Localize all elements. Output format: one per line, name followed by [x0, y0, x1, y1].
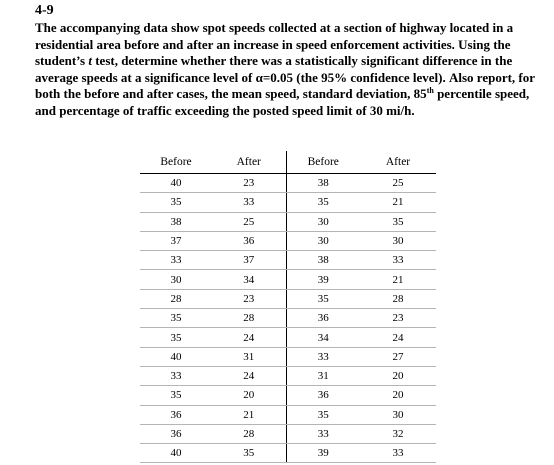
table-row [140, 212, 436, 231]
table-row [140, 347, 436, 366]
table-row [140, 366, 436, 385]
table-cell: 35 [212, 444, 286, 463]
table-cell: 36 [140, 424, 212, 443]
table-cell: 35 [140, 328, 212, 347]
table-cell: 35 [140, 386, 212, 405]
table-cell: 39 [286, 270, 360, 289]
t-letter: t [88, 53, 92, 68]
table-row [140, 424, 436, 443]
table-cell: 21 [360, 270, 436, 289]
table-cell: 36 [140, 405, 212, 424]
table-cell: 33 [360, 251, 436, 270]
table-row [140, 444, 436, 463]
table-cell: 27 [360, 347, 436, 366]
table-cell: 28 [360, 289, 436, 308]
table-cell: 40 [140, 444, 212, 463]
table-cell: 34 [212, 270, 286, 289]
table-cell: 20 [360, 386, 436, 405]
problem-text-part2: test, determine whether there was a statistically significant difference in the average speeds at a significance level of α=0.05 (the 95% confidence level). Also report, for both the before and after cases, the mean speed, standard deviation, 85 [35, 53, 535, 101]
table-cell: 36 [286, 309, 360, 328]
table-cell: 24 [212, 328, 286, 347]
table-cell: 34 [286, 328, 360, 347]
table-row [140, 251, 436, 270]
table-row [140, 231, 436, 250]
table-row [140, 405, 436, 424]
table-cell: 38 [140, 212, 212, 231]
table-cell: 20 [360, 366, 436, 385]
table-cell: 33 [286, 347, 360, 366]
table-body [140, 174, 436, 463]
table-cell: 33 [360, 444, 436, 463]
table-cell: 24 [212, 366, 286, 385]
table-cell: 30 [140, 270, 212, 289]
table-header-row [140, 151, 436, 174]
table-cell: 35 [286, 193, 360, 212]
table-cell: 35 [360, 212, 436, 231]
table-cell: 30 [360, 405, 436, 424]
table-cell: 28 [140, 289, 212, 308]
problem-text-part3: percentile speed, and percentage of traffic exceeding the posted speed limit of 30 mi/h. [35, 86, 530, 118]
header-before-2: Before [286, 151, 360, 174]
table-cell: 33 [140, 251, 212, 270]
table-cell: 40 [140, 347, 212, 366]
table-cell: 39 [286, 444, 360, 463]
table-cell: 23 [360, 309, 436, 328]
table-cell: 30 [286, 212, 360, 231]
header-before-1: Before [140, 151, 212, 174]
table-cell: 31 [212, 347, 286, 366]
table-row [140, 309, 436, 328]
table-cell: 20 [212, 386, 286, 405]
table-cell: 30 [360, 231, 436, 250]
table-cell: 35 [140, 309, 212, 328]
table-row [140, 328, 436, 347]
table-cell: 31 [286, 366, 360, 385]
table-cell: 37 [140, 231, 212, 250]
table-row [140, 174, 436, 193]
header-after-1: After [212, 151, 286, 174]
table-row [140, 193, 436, 212]
table-cell: 36 [212, 231, 286, 250]
table-cell: 38 [286, 251, 360, 270]
problem-statement [35, 20, 547, 119]
speed-data-table [140, 151, 436, 463]
table-cell: 35 [140, 193, 212, 212]
table-row [140, 270, 436, 289]
table-cell: 33 [140, 366, 212, 385]
superscript-th: th [426, 86, 434, 95]
table-row [140, 289, 436, 308]
problem-number: 4-9 [35, 3, 54, 18]
table-cell: 33 [286, 424, 360, 443]
table-cell: 25 [212, 212, 286, 231]
table-cell: 33 [212, 193, 286, 212]
table-cell: 23 [212, 174, 286, 193]
table-cell: 25 [360, 174, 436, 193]
table-cell: 24 [360, 328, 436, 347]
table-cell: 32 [360, 424, 436, 443]
table-cell: 28 [212, 424, 286, 443]
table-cell: 38 [286, 174, 360, 193]
table-cell: 30 [286, 231, 360, 250]
table-cell: 36 [286, 386, 360, 405]
table-cell: 35 [286, 289, 360, 308]
table-cell: 23 [212, 289, 286, 308]
header-after-2: After [360, 151, 436, 174]
table-cell: 35 [286, 405, 360, 424]
table-cell: 21 [360, 193, 436, 212]
table-cell: 28 [212, 309, 286, 328]
problem-text-part1: The accompanying data show spot speeds collected at a section of highway located in a residential area before and after an increase in speed enforcement activities. Using the student’s [35, 20, 514, 68]
table-cell: 21 [212, 405, 286, 424]
table-cell: 37 [212, 251, 286, 270]
table-row [140, 386, 436, 405]
table-cell: 40 [140, 174, 212, 193]
